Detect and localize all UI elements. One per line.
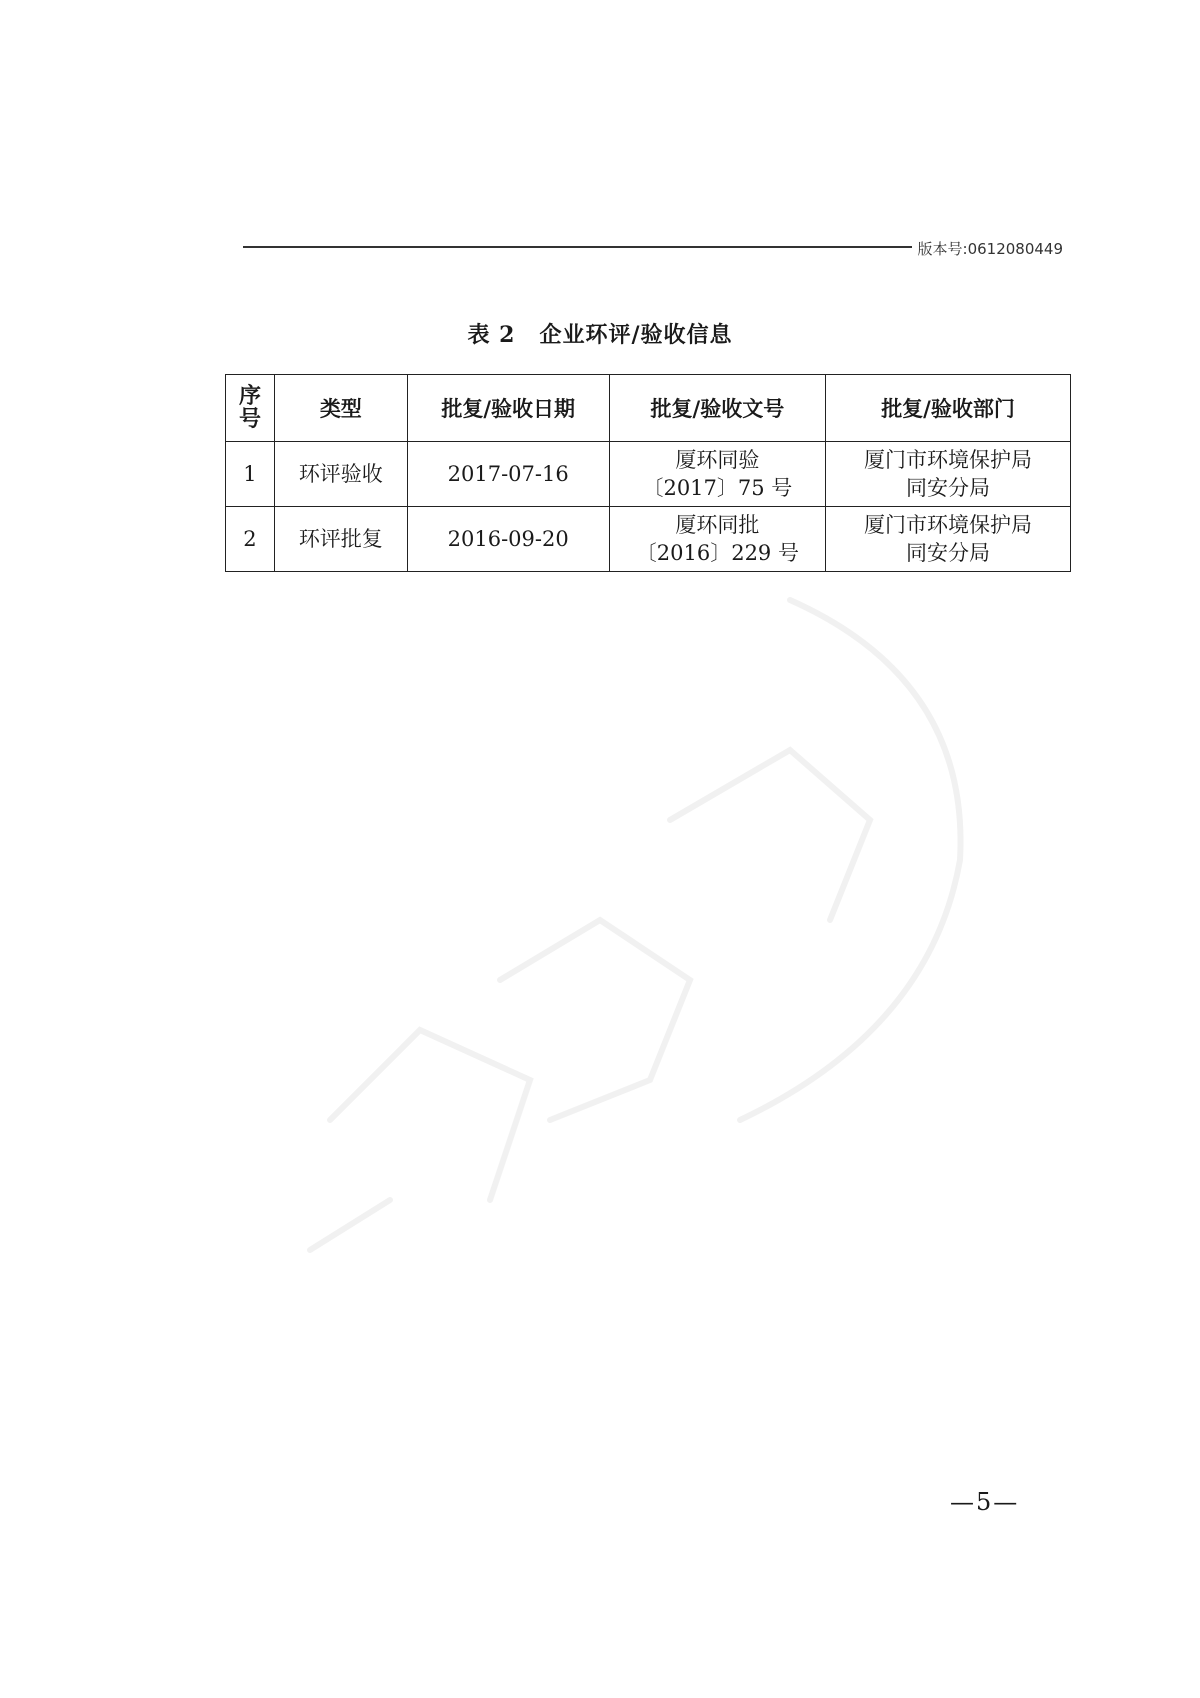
table-title <box>0 318 1200 349</box>
cell-date: 2016-09-20 <box>407 507 609 572</box>
cell-dept <box>826 442 1071 507</box>
cell-seq: 2 <box>226 507 275 572</box>
cell-doc-no <box>609 507 825 572</box>
page-number: —5— <box>950 1488 1020 1516</box>
table-header-row <box>226 375 1071 442</box>
table-number: 表 2 <box>467 322 516 348</box>
header-date: 批复/验收日期 <box>407 375 609 442</box>
table-row <box>226 507 1071 572</box>
cell-seq: 1 <box>226 442 275 507</box>
dept-line: 厦门市环境保护局 <box>864 447 1033 472</box>
watermark-graphic <box>270 560 1090 1260</box>
cell-type: 环评批复 <box>274 507 407 572</box>
version-number <box>912 238 1064 259</box>
header-dept: 批复/验收部门 <box>826 375 1071 442</box>
cell-type: 环评验收 <box>274 442 407 507</box>
cell-date: 2017-07-16 <box>407 442 609 507</box>
doc-no-line: 〔2017〕75 号 <box>642 476 793 500</box>
table-title-text: 企业环评/验收信息 <box>539 322 733 348</box>
header-seq-line: 序 <box>238 382 261 409</box>
cell-doc-no <box>609 442 825 507</box>
doc-no-line: 厦环同验 <box>675 447 760 472</box>
version-label: 版本号: <box>917 240 968 258</box>
version-value: 0612080449 <box>967 240 1063 258</box>
dept-line: 同安分局 <box>906 541 991 565</box>
doc-no-line: 〔2016〕229 号 <box>635 541 799 565</box>
dept-line: 厦门市环境保护局 <box>864 512 1033 537</box>
cell-dept <box>826 507 1071 572</box>
table-row <box>226 442 1071 507</box>
header-seq-line: 号 <box>238 406 261 432</box>
header-type: 类型 <box>274 375 407 442</box>
header-doc-no: 批复/验收文号 <box>609 375 825 442</box>
header-seq <box>226 375 275 442</box>
eia-info-table <box>225 374 1071 572</box>
dept-line: 同安分局 <box>906 476 991 500</box>
doc-no-line: 厦环同批 <box>675 512 760 537</box>
